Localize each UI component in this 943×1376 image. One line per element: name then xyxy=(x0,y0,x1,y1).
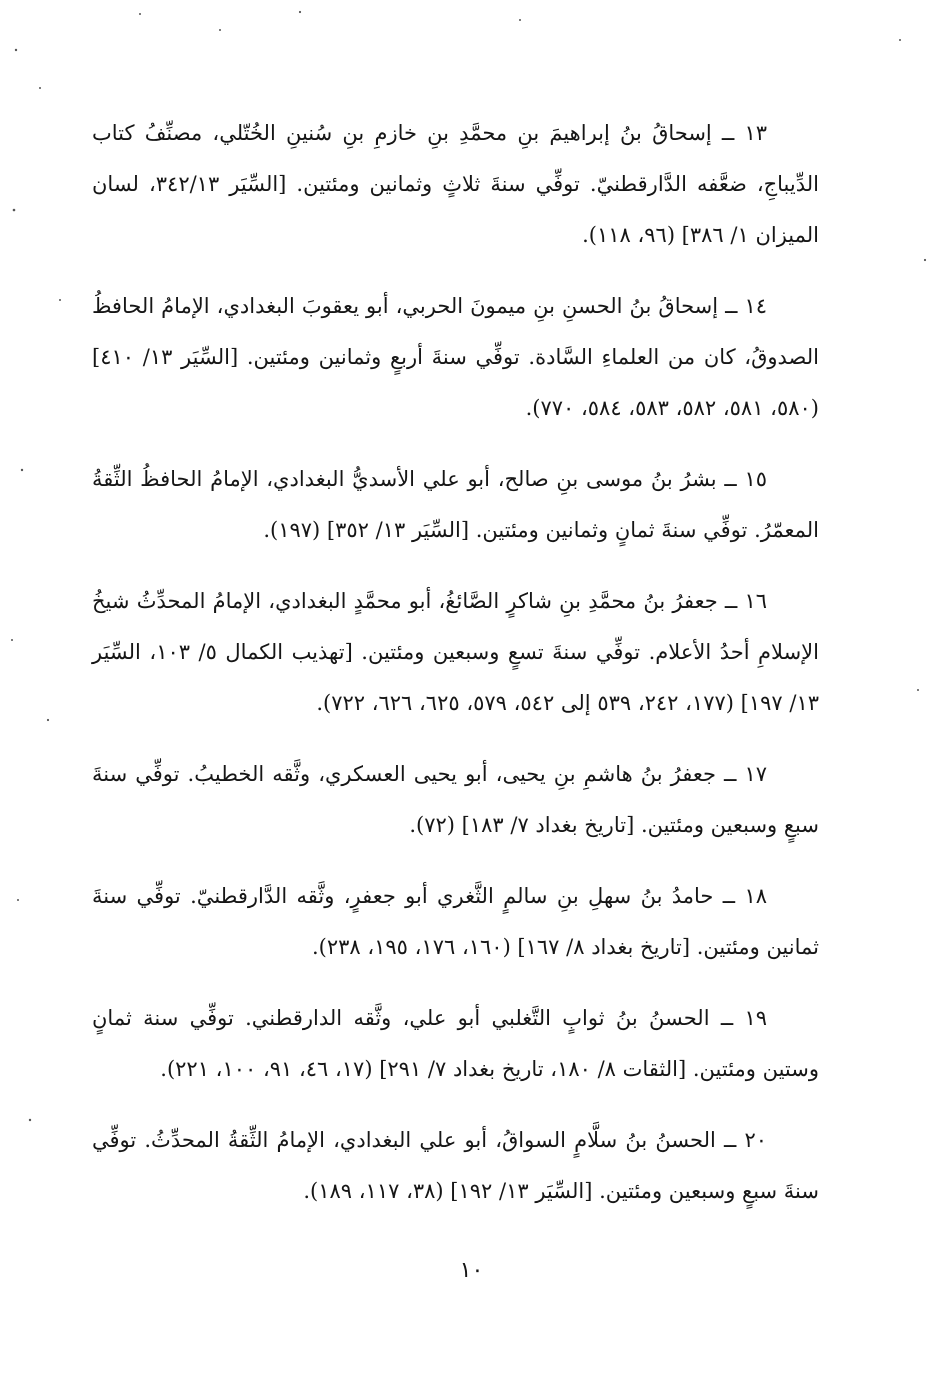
entry-13: ١٣ ــ إسحاقُ بنُ إبراهيمَ بنِ محمَّدِ بنِ خازمِ بنِ سُنينِ الخُتّلي، مصنِّفُ كتاب الدِّيباجِ، ضعَّفه الدَّارقطنيّ. توفِّي سنةَ ثلاثٍ وثمانين ومئتين. [السِّيَر ٣٤٢/١٣، لسان الميزان ١/ ٣٨٦] (٩٦، ١١٨). xyxy=(92,121,819,247)
entry-14: ١٤ ــ إسحاقُ بنُ الحسنِ بنِ ميمونَ الحربي، أبو يعقوبَ البغدادي، الإمامُ الحافظُ الصدوقُ، كان من العلماءِ السَّادة. توفِّي سنةَ أربعٍ وثمانين ومئتين. [السِّيَر ١٣/ ٤١٠] (٥٨٠، ٥٨١، ٥٨٢، ٥٨٣، ٥٨٤، ٧٧٠). xyxy=(92,294,819,420)
page-number: ١٠ xyxy=(459,1258,484,1283)
biography-entries xyxy=(92,108,819,1237)
entry-17: ١٧ ــ جعفرُ بنُ هاشمِ بنِ يحيى، أبو يحيى العسكري، وثَّقه الخطيبُ. توفِّي سنةَ سبعٍ وسبعين ومئتين. [تاريخ بغداد ٧/ ١٨٣] (٧٢). xyxy=(92,762,819,837)
entry-20: ٢٠ ــ الحسنُ بنُ سلَّامٍ السواقُ، أبو علي البغدادي، الإمامُ الثِّقةُ المحدِّثُ. توفِّي سنةَ سبعٍ وسبعين ومئتين. [السِّيَر ١٣/ ١٩٢] (٣٨، ١١٧، ١٨٩). xyxy=(92,1128,819,1203)
entry-15: ١٥ ــ بشرُ بنُ موسى بنِ صالح، أبو علي الأسديُّ البغدادي، الإمامُ الحافظُ الثِّقةُ المعمّرُ. توفِّي سنةَ ثمانٍ وثمانين ومئتين. [السِّيَر ١٣/ ٣٥٢] (١٩٧). xyxy=(92,467,819,542)
entry-19: ١٩ ــ الحسنُ بنُ ثوابٍ التَّغلبي أبو علي، وثَّقه الدارقطني. توفِّي سنة ثمانٍ وستين ومئتين. [الثقات ٨/ ١٨٠، تاريخ بغداد ٧/ ٢٩١] (١٧، ٤٦، ٩١، ١٠٠، ٢٢١). xyxy=(92,1006,819,1081)
entry-18: ١٨ ــ حامدُ بنُ سهلِ بنِ سالمٍ الثَّغري أبو جعفرٍ، وثَّقه الدَّارقطنيّ. توفِّي سنةَ ثمانين ومئتين. [تاريخ بغداد ٨/ ١٦٧] (١٦٠، ١٧٦، ١٩٥، ٢٣٨). xyxy=(92,884,819,959)
entry-16: ١٦ ــ جعفرُ بنُ محمَّدِ بنِ شاكرٍ الصَّائغُ، أبو محمَّدٍ البغدادي، الإمامُ المحدِّثُ شيخُ الإسلامِ أحدُ الأعلام. توفِّي سنةَ تسعٍ وسبعين ومئتين. [تهذيب الكمال ٥/ ١٠٣، السِّيَر ١٣/ ١٩٧] (١٧٧، ٢٤٢، ٥٣٩ إلى ٥٤٢، ٥٧٩، ٦٢٥، ٦٢٦، ٧٢٢). xyxy=(92,589,819,715)
